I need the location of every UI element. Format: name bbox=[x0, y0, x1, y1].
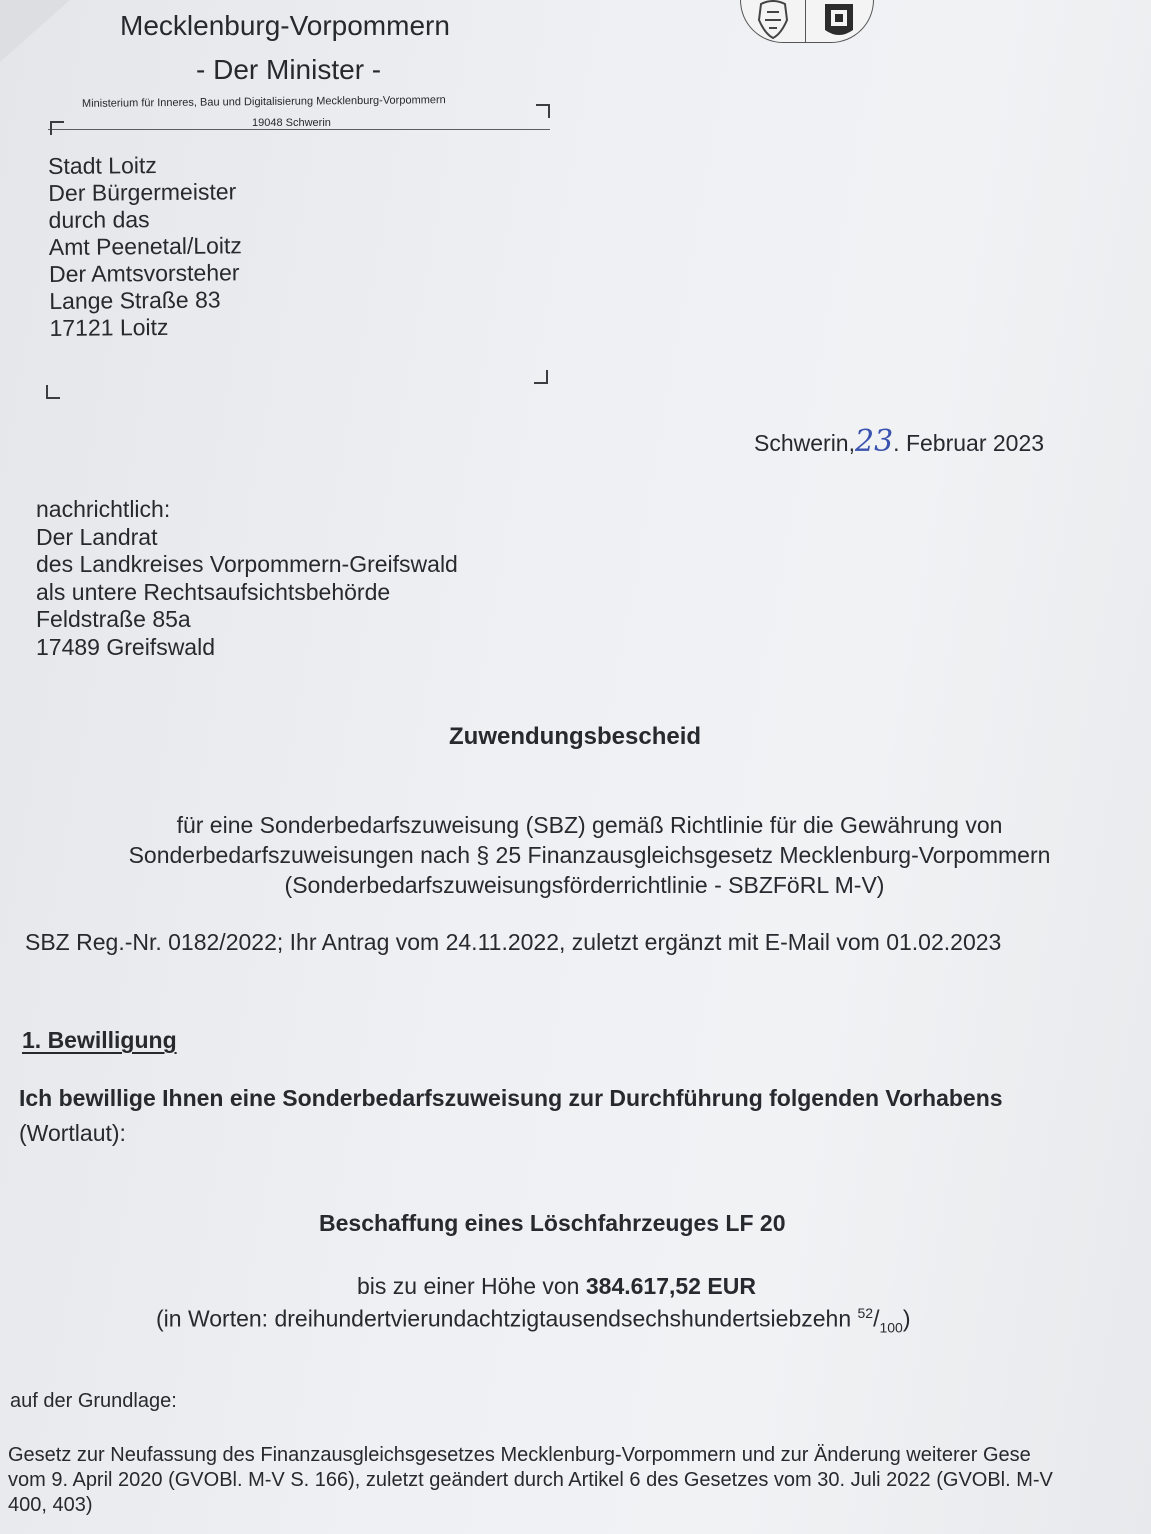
date-day-handwritten: 23 bbox=[854, 424, 894, 459]
document-heading: Zuwendungsbescheid bbox=[449, 723, 702, 750]
grant-amount: 384.617,52 EUR bbox=[585, 1273, 756, 1299]
subject-line-3: (Sonderbedarfszuweisungsförderrichtlinie - SBZFöRL M-V) bbox=[284, 872, 885, 898]
amount-prefix: bis zu einer Höhe von bbox=[357, 1273, 586, 1299]
recipient-address bbox=[48, 151, 243, 342]
cc-line: des Landkreises Vorpommern-Greifswald bbox=[36, 551, 458, 577]
sender-city: 19048 Schwerin bbox=[252, 117, 331, 129]
basis-line-2: vom 9. April 2020 (GVOBl. M-V S. 166), zuletzt geändert durch Artikel 6 des Gesetzes vom 30. Juli 2022 (GVOBl. M-V bbox=[8, 1469, 1053, 1491]
recipient-line: Der Bürgermeister bbox=[48, 178, 237, 206]
recipient-line: durch das bbox=[48, 206, 150, 233]
basis-line-1: Gesetz zur Neufassung des Finanzausgleichsgesetzes Mecklenburg-Vorpommern und zur Änderung weiterer Gese bbox=[8, 1444, 1031, 1466]
cc-line: 17489 Greifswald bbox=[36, 633, 215, 660]
date-place: Schwerin, bbox=[754, 430, 855, 456]
project-title: Beschaffung eines Löschfahrzeuges LF 20 bbox=[319, 1210, 786, 1236]
letterhead-state: Mecklenburg-Vorpommern bbox=[120, 10, 450, 41]
window-corner-top-right bbox=[536, 104, 550, 118]
subject-line-1: für eine Sonderbedarfszuweisung (SBZ) gemäß Richtlinie für die Gewährung von bbox=[176, 812, 1003, 838]
sender-divider bbox=[48, 129, 550, 130]
words-numerator: 52 bbox=[857, 1305, 874, 1321]
words-prefix: (in Worten: dreihundertvierundachtzigtausendsechshundertsiebzehn bbox=[156, 1305, 858, 1332]
amount-in-words bbox=[156, 1305, 911, 1335]
folded-corner bbox=[0, 0, 70, 62]
recipient-line: Amt Peenetal/Loitz bbox=[48, 232, 242, 260]
window-corner-bottom-left bbox=[46, 385, 60, 399]
cc-line: nachrichtlich: bbox=[36, 496, 171, 522]
section-title-bewilligung: 1. Bewilligung bbox=[22, 1027, 177, 1053]
words-denominator: 100 bbox=[879, 1319, 903, 1336]
cc-line: Feldstraße 85a bbox=[36, 606, 191, 632]
subject-block bbox=[0, 810, 1151, 900]
basis-label: auf der Grundlage: bbox=[10, 1390, 177, 1412]
letterhead-office: - Der Minister - bbox=[196, 54, 382, 85]
sender-ministry: Ministerium für Inneres, Bau und Digitalisierung Mecklenburg-Vorpommern bbox=[81, 94, 446, 110]
subject-line-2: Sonderbedarfszuweisungen nach § 25 Finanzausgleichsgesetz Mecklenburg-Vorpommern bbox=[128, 842, 1051, 868]
basis-line-3: 400, 403) bbox=[8, 1494, 93, 1516]
recipient-line: 17121 Loitz bbox=[49, 313, 169, 341]
cc-line: Der Landrat bbox=[36, 523, 158, 550]
window-corner-top-left bbox=[50, 121, 64, 135]
window-corner-bottom-right bbox=[534, 370, 548, 384]
words-separator: / bbox=[873, 1305, 880, 1332]
cc-line: als untere Rechtsaufsichtsbehörde bbox=[36, 578, 391, 605]
date-rest: . Februar 2023 bbox=[893, 430, 1045, 456]
grant-intro-bold: Ich bewillige Ihnen eine Sonderbedarfszuweisung zur Durchführung folgenden Vorhabens bbox=[19, 1085, 1003, 1111]
basis-text bbox=[8, 1443, 1053, 1518]
words-suffix: ) bbox=[902, 1305, 911, 1332]
recipient-line: Stadt Loitz bbox=[48, 152, 157, 179]
grant-intro-rest: (Wortlaut): bbox=[19, 1120, 126, 1146]
coat-of-arms-icon bbox=[740, 0, 874, 43]
reference-line: SBZ Reg.-Nr. 0182/2022; Ihr Antrag vom 24.11.2022, zuletzt ergänzt mit E-Mail vom 01.02.2023 bbox=[25, 929, 1002, 955]
cc-address bbox=[36, 496, 458, 661]
recipient-line: Lange Straße 83 bbox=[49, 286, 221, 314]
recipient-line: Der Amtsvorsteher bbox=[48, 259, 240, 287]
letter-date bbox=[754, 424, 1044, 459]
grant-amount-line bbox=[357, 1273, 756, 1300]
